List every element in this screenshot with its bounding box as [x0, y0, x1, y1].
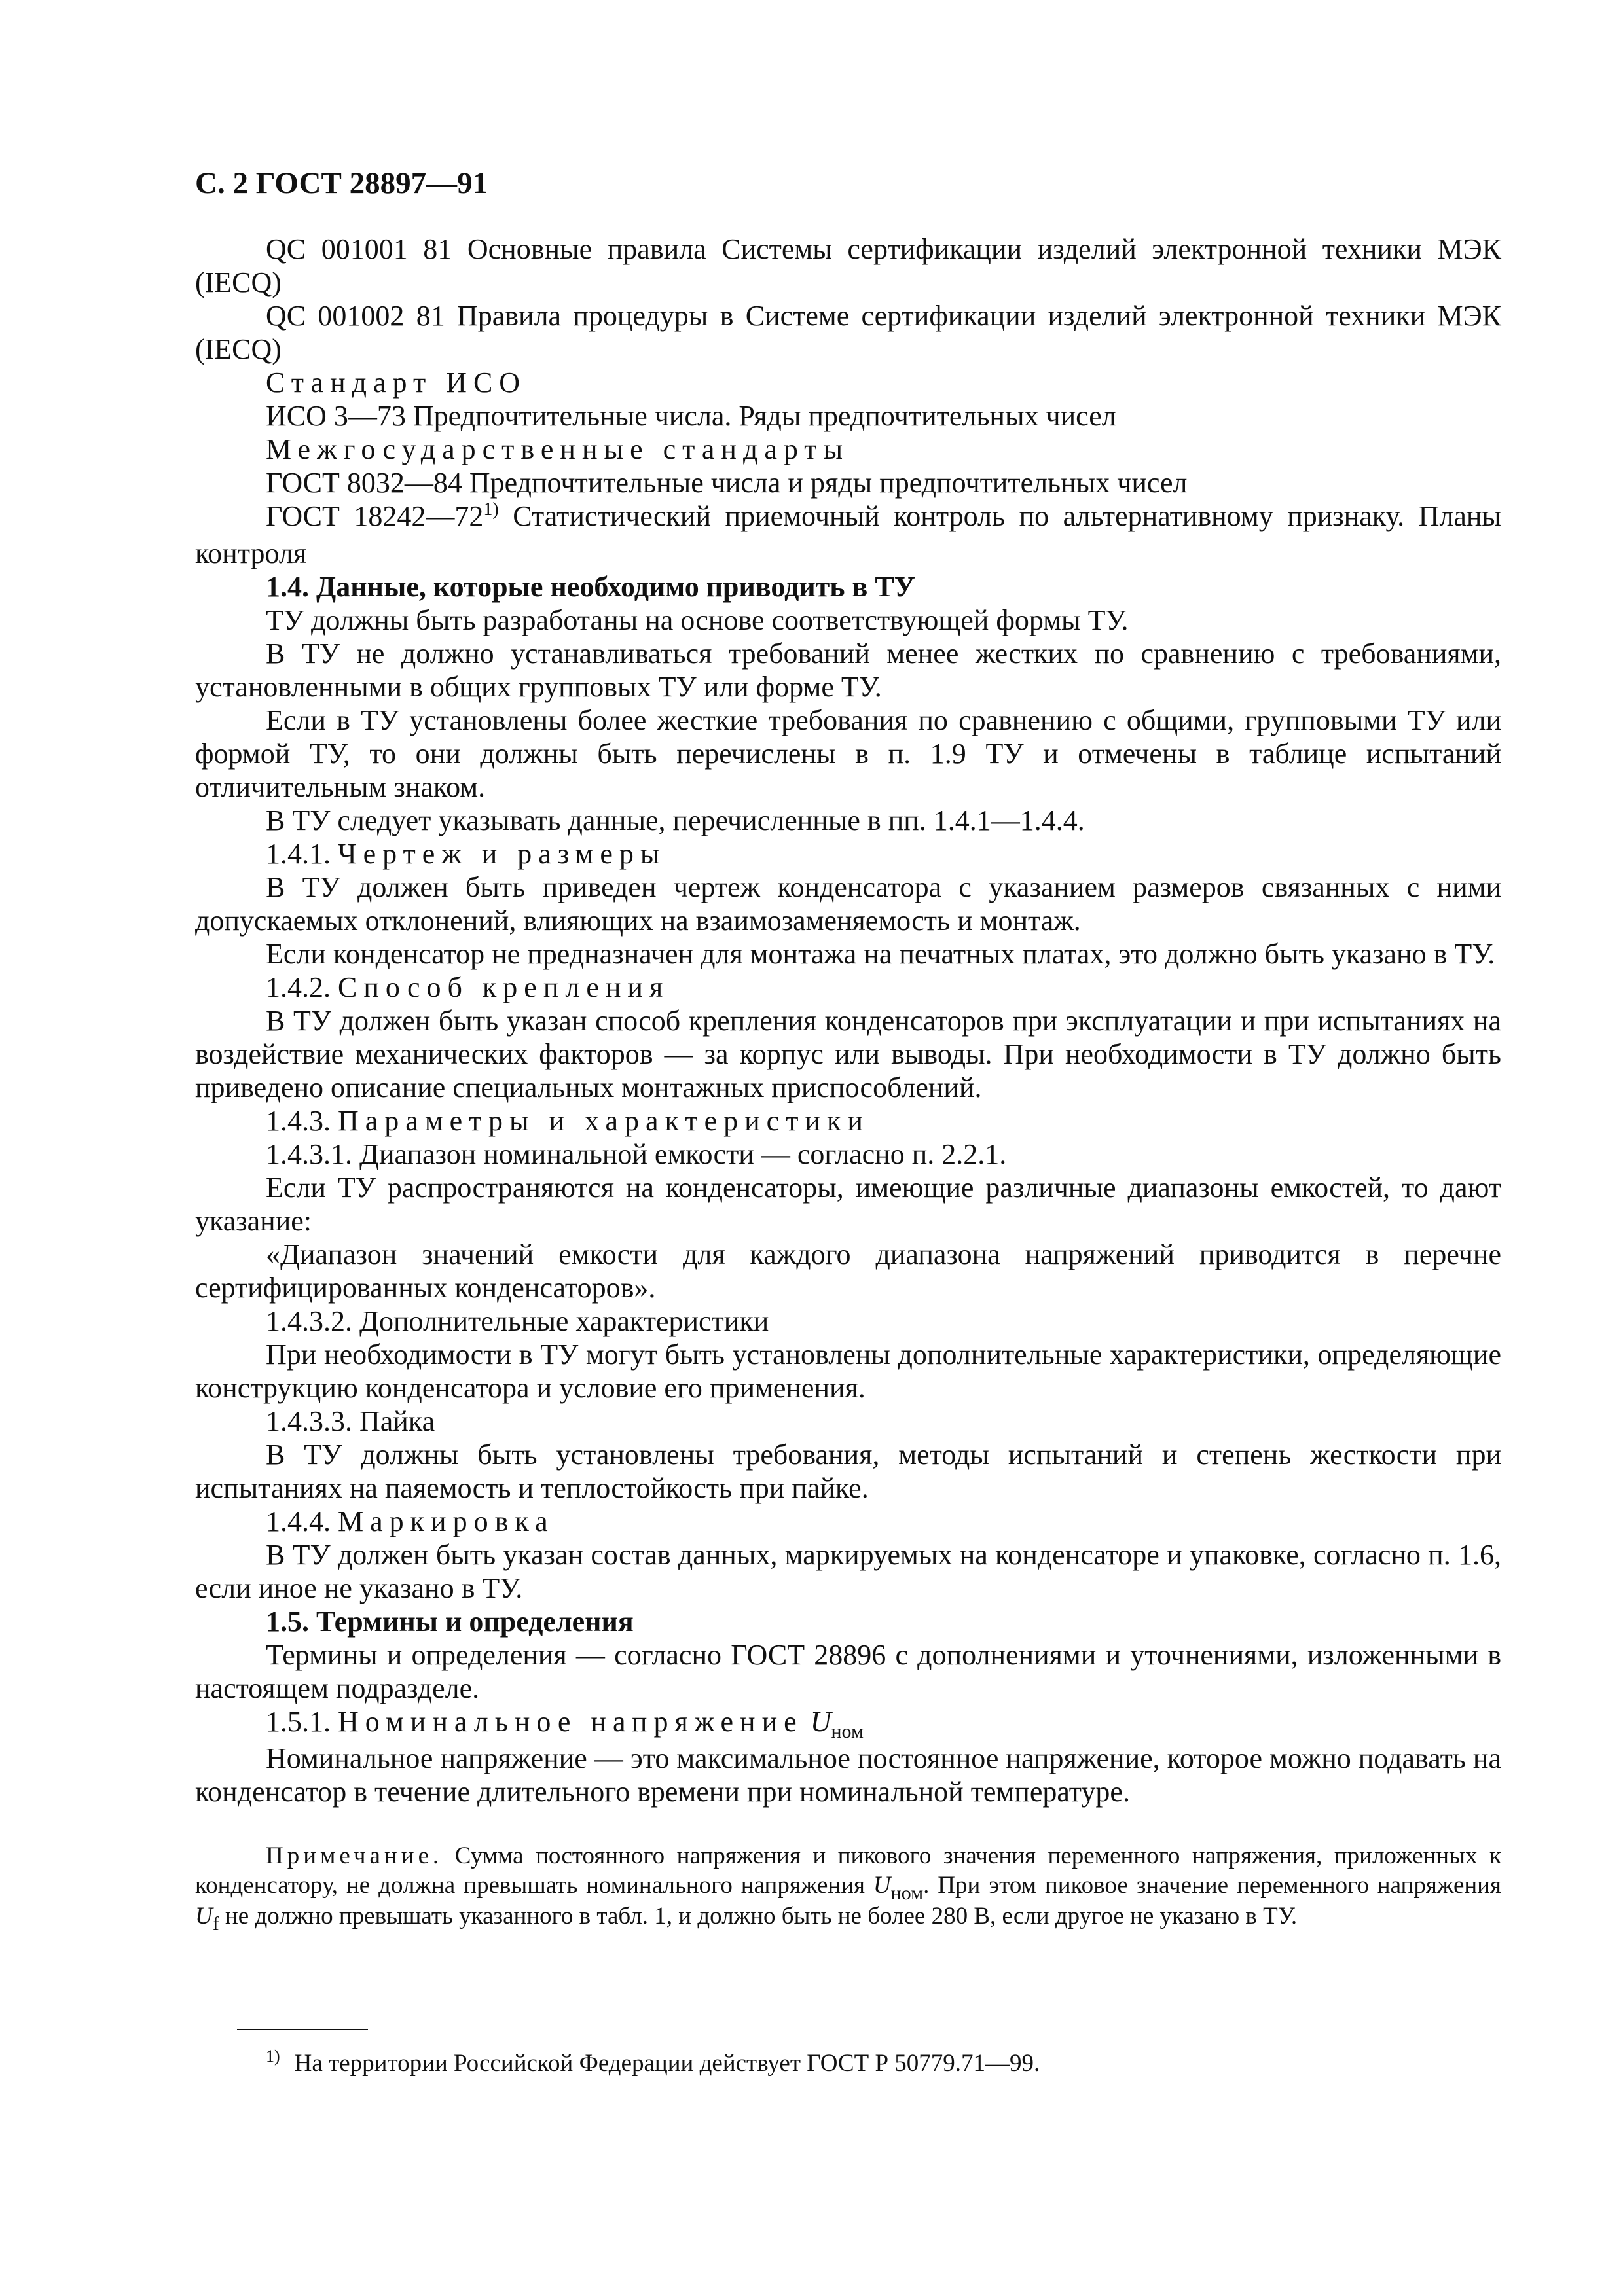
section-1-5-1-number: 1.5.1.	[266, 1706, 331, 1738]
note	[195, 1841, 1501, 1935]
note-u-f-symbol: U	[195, 1903, 213, 1929]
section-1-4-2-title: Способ крепления	[338, 971, 670, 1003]
note-u-nom-symbol: U	[873, 1872, 891, 1899]
ref-gost-18242-text: Статистический приемочный контроль по альтернативному признаку. Планы контроля	[195, 500, 1501, 569]
section-1-4-3-1-p1: Если ТУ распространяются на конденсаторы, имеющие различные диапазоны емкостей, то дают указание:	[195, 1172, 1501, 1237]
u-nom-subscript: ном	[831, 1721, 864, 1742]
section-1-5-p1: Термины и определения — согласно ГОСТ 28896 с дополнениями и уточнениями, изложенными в настоящем подразделе.	[195, 1639, 1501, 1704]
section-1-4-2-number: 1.4.2.	[266, 971, 331, 1003]
u-nom-symbol: U	[810, 1706, 831, 1738]
section-1-4-p3: Если в ТУ установлены более жесткие требования по сравнению с общими, групповыми ТУ или формой ТУ, то они должны быть перечислены в п. 1.9 ТУ и отмечены в таблице испытаний отличительным знаком.	[195, 704, 1501, 803]
ref-qc-001001: QC 001001 81 Основные правила Системы сертификации изделий электронной техники МЭК (IECQ)	[195, 233, 1501, 298]
section-1-4-3-1-p2: «Диапазон значений емкости для каждого диапазона напряжений приводится в перечне сертифицированных конденсаторов».	[195, 1238, 1501, 1304]
section-1-4-3-3: 1.4.3.3. Пайка	[266, 1405, 435, 1437]
note-u-nom-subscript: ном	[890, 1882, 924, 1904]
section-1-4-3-heading	[195, 1104, 1501, 1138]
page-header: С. 2 ГОСТ 28897—91	[195, 166, 488, 200]
section-1-4-1-p1: В ТУ должен быть приведен чертеж конденсатора с указанием размеров связанных с ними допускаемых отклонений, влияющих на взаимозаменяемость и монтаж.	[195, 871, 1501, 937]
section-1-4-1-p2: Если конденсатор не предназначен для монтажа на печатных платах, это должно быть указано в ТУ.	[266, 938, 1495, 970]
section-1-4-p2: В ТУ не должно устанавливаться требований менее жестких по сравнению с требованиями, установленными в общих групповых ТУ или форме ТУ.	[195, 637, 1501, 703]
section-1-4-3-title: Параметры и характеристики	[338, 1105, 869, 1137]
ref-group-interstate: Межгосударственные стандарты	[266, 433, 850, 465]
ref-iso-3: ИСО 3—73 Предпочтительные числа. Ряды предпочтительных чисел	[266, 400, 1116, 432]
section-1-4-4-title: Маркировка	[338, 1505, 555, 1537]
section-1-4-3-2: 1.4.3.2. Дополнительные характеристики	[266, 1305, 769, 1337]
section-1-4-1-title: Чертеж и размеры	[338, 838, 666, 870]
section-1-5-1-heading	[195, 1705, 1501, 1742]
note-text-2: . При этом пиковое значение переменного напряжения	[923, 1872, 1501, 1899]
footnote-ref-mark: 1)	[483, 499, 499, 520]
section-1-4-3-2-p1: При необходимости в ТУ могут быть установлены дополнительные характеристики, определяющие конструкцию конденсатора и условие его применения.	[195, 1338, 1501, 1404]
ref-group-iso: Стандарт ИСО	[266, 367, 527, 399]
footnote-separator	[237, 2029, 368, 2030]
note-text-3: не должно превышать указанного в табл. 1, и должно быть не более 280 В, если другое не указано в ТУ.	[219, 1903, 1298, 1929]
ref-qc-001002: QC 001002 81 Правила процедуры в Системе сертификации изделий электронной техники МЭК (IECQ)	[195, 300, 1501, 365]
section-1-5-1-title: Номинальное напряжение	[338, 1706, 803, 1738]
footnote	[266, 2049, 1040, 2080]
footnote-text: На территории Российской Федерации действует ГОСТ Р 50779.71—99.	[294, 2050, 1040, 2077]
section-1-5-1-p1: Номинальное напряжение — это максимальное постоянное напряжение, которое можно подавать на конденсатор в течение длительного времени при номинальной температуре.	[195, 1742, 1501, 1808]
ref-gost-8032: ГОСТ 8032—84 Предпочтительные числа и ряды предпочтительных чисел	[266, 467, 1188, 499]
section-1-4-3-number: 1.4.3.	[266, 1105, 331, 1137]
section-1-4-title: 1.4. Данные, которые необходимо приводить в ТУ	[266, 571, 915, 603]
document-body	[195, 232, 1501, 1808]
ref-gost-18242	[195, 499, 1501, 570]
note-lead: Примечание.	[266, 1842, 443, 1869]
section-1-4-4-number: 1.4.4.	[266, 1505, 331, 1537]
ref-gost-18242-code: ГОСТ 18242—72	[266, 500, 484, 532]
section-1-5-title: 1.5. Термины и определения	[266, 1605, 634, 1638]
note-u-f-subscript: f	[212, 1913, 219, 1935]
section-1-4-p4: В ТУ следует указывать данные, перечисленные в пп. 1.4.1—1.4.4.	[266, 804, 1085, 836]
section-1-4-1-number: 1.4.1.	[266, 838, 331, 870]
section-1-4-3-1: 1.4.3.1. Диапазон номинальной емкости — согласно п. 2.2.1.	[266, 1138, 1007, 1170]
section-1-4-3-3-p1: В ТУ должны быть установлены требования, методы испытаний и степень жесткости при испытаниях на паяемость и теплостойкость при пайке.	[195, 1439, 1501, 1504]
section-1-4-4-heading	[195, 1505, 1501, 1538]
section-1-4-4-p1: В ТУ должен быть указан состав данных, маркируемых на конденсаторе и упаковке, согласно п. 1.6, если иное не указано в ТУ.	[195, 1539, 1501, 1604]
section-1-4-2-heading	[195, 971, 1501, 1004]
section-1-4-2-p1: В ТУ должен быть указан способ крепления конденсаторов при эксплуатации и при испытаниях на воздействие механических факторов — за корпус или выводы. При необходимости в ТУ должно быть приведено описание специальных монтажных приспособлений.	[195, 1005, 1501, 1103]
footnote-mark: 1)	[266, 2047, 280, 2066]
section-1-4-p1: ТУ должны быть разработаны на основе соответствующей формы ТУ.	[266, 604, 1129, 636]
note-text-1: Сумма постоянного напряжения и пикового значения переменного напряжения, приложенных к конденсатору, не должна превышать номинального напряжения	[195, 1842, 1501, 1899]
section-1-4-1-heading	[195, 837, 1501, 870]
